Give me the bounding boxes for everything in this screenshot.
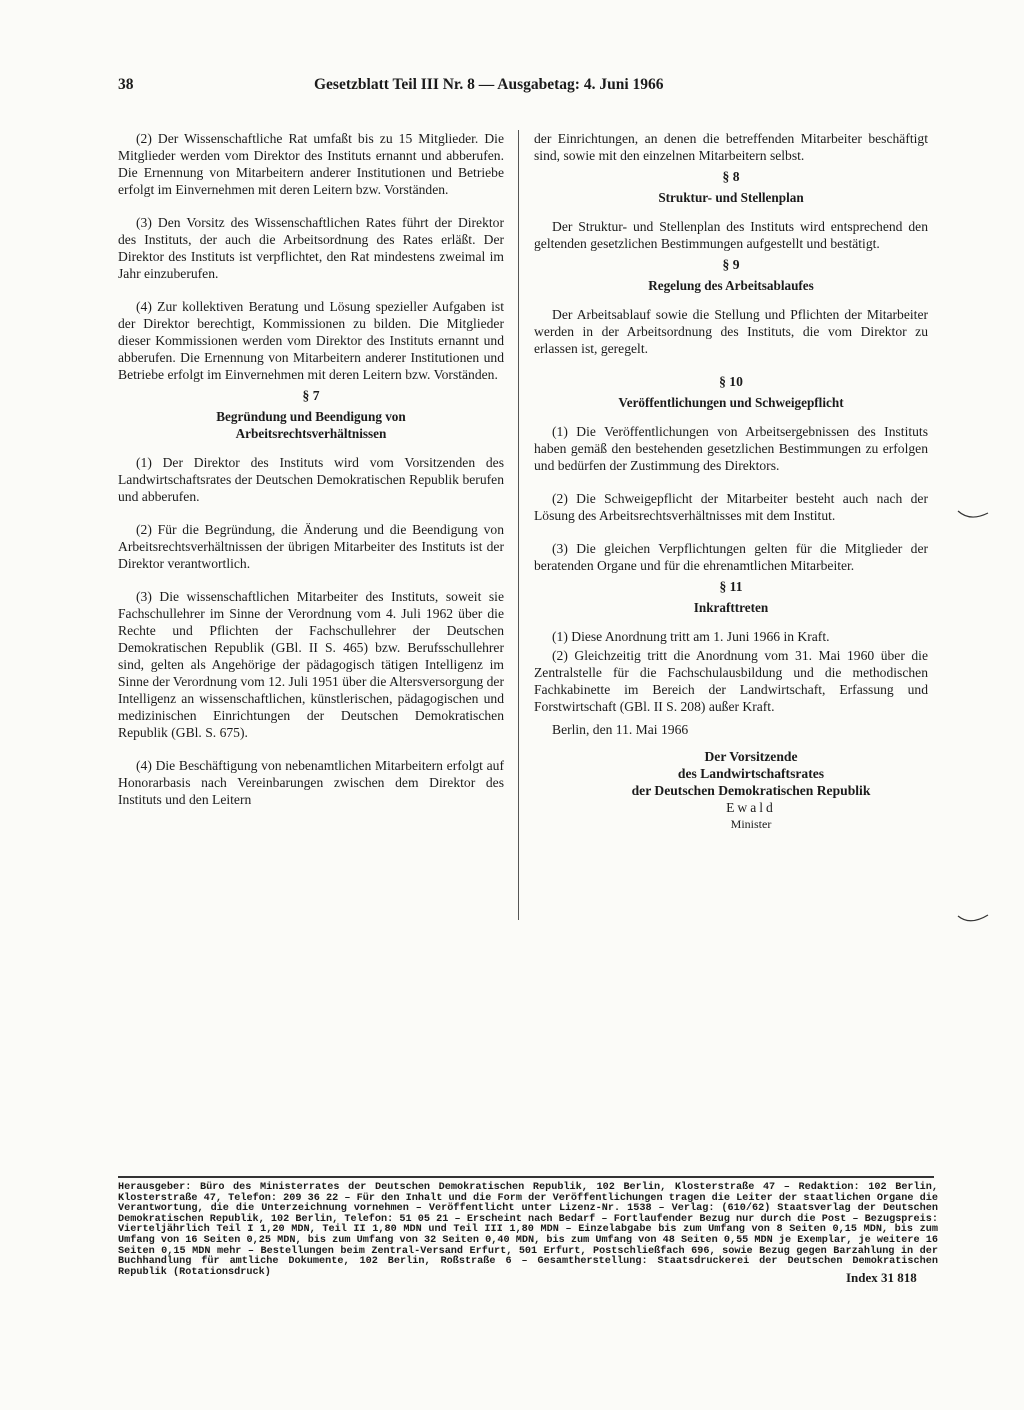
section-number: § 8 — [722, 169, 740, 184]
paragraph: (4) Zur kollektiven Beratung und Lösung spezieller Aufgaben ist der Direktor berechtigt, Kommissionen zu bilden. Die Mitglieder dieser Kommissionen werden vom Direktor des Instituts ernannt und abberufen. Die Ernennung von Mitarbeitern anderer Institutionen und Betriebe erfolgt im Einvernehmen mit deren Leitern bzw. Vorständen. — [118, 299, 504, 382]
paragraph: (3) Die gleichen Verpflichtungen gelten für die Mitglieder der beratenden Organe und für die ehrenamtlichen Mitarbeiter. — [534, 541, 928, 573]
section-title-line: Begründung und Beendigung von — [216, 409, 406, 424]
running-title: Gesetzblatt Teil III Nr. 8 — Ausgabetag: 4. Juni 1966 — [314, 76, 664, 93]
paragraph: (2) Die Schweigepflicht der Mitarbeiter besteht auch nach der Lösung des Arbeitsrechtsverhältnisses mit dem Institut. — [534, 491, 928, 523]
signing-date: Berlin, den 11. Mai 1966 — [552, 722, 689, 737]
section-title: Struktur- und Stellenplan — [658, 190, 804, 205]
footer-divider — [118, 1176, 934, 1178]
paragraph: (1) Der Direktor des Instituts wird vom Vorsitzenden des Landwirtschaftsrates der Deutschen Demokratischen Republik berufen und abberufen. — [118, 455, 504, 504]
imprint: Herausgeber: Büro des Ministerrates der Deutschen Demokratischen Republik, 102 Berlin, Klosterstraße 47 – Redaktion: 102 Berlin, Klosterstraße 47, Telefon: 209 36 22 – Für den Inhalt und die Form der Veröffentlichungen tragen die Leiter der staatlichen Organe die Verantwortung, die die Unterzeichnung vornehmen – Veröffentlicht unter Lizenz-Nr. 1538 – Verlag: (610/62) Staatsverlag der Deutschen Demokratischen Republik, 102 Berlin, Telefon: 51 05 21 – Erscheint nach Bedarf – Fortlaufender Bezug nur durch die Post – Bezugspreis: Vierteljährlich Teil I 1,20 MDN, Teil II 1,80 MDN und Teil III 1,80 MDN – Einzelabgabe bis zum Umfang von 8 Seiten 0,15 MDN, bis zum Umfang von 16 Seiten 0,25 MDN, bis zum Umfang von 32 Seiten 0,40 MDN, bis zum Umfang von 48 Seiten 0,55 MDN je Exemplar, je weitere 16 Seiten 0,15 MDN mehr – Bestellungen beim Zentral-Versand Erfurt, 501 Erfurt, Postschließfach 696, sowie Bezug gegen Barzahlung in der Buchhandlung für amtliche Dokumente, 102 Berlin, Roßstraße 6 – Gesamtherstellung: Staatsdruckerei der Deutschen Demokratischen Republik (Rotationsdruck) — [118, 1182, 938, 1278]
right-column — [534, 130, 928, 833]
scan-mark-icon — [956, 508, 990, 522]
paragraph: Der Struktur- und Stellenplan des Instituts wird entsprechend den geltenden gesetzlichen Bestimmungen aufgestellt und bestätigt. — [534, 219, 928, 251]
scan-mark-icon — [956, 912, 990, 926]
paragraph: (2) Gleichzeitig tritt die Anordnung vom 31. Mai 1960 über die Zentralstelle für die Fachschulausbildung und die methodischen Fachkabinette im Bereich der Landwirtschaft, Erfassung und Forstwirtschaft (GBl. II S. 208) außer Kraft. — [534, 648, 928, 714]
column-divider — [518, 130, 519, 920]
index-number: Index 31 818 — [846, 1270, 917, 1285]
section-number: § 11 — [719, 579, 743, 594]
left-column — [118, 130, 504, 824]
paragraph: der Einrichtungen, an denen die betreffenden Mitarbeiter beschäftigt sind, sowie mit den einzelnen Mitarbeitern selbst. — [534, 131, 928, 163]
signatory-title: der Deutschen Demokratischen Republik — [631, 783, 871, 798]
section-number: § 7 — [302, 388, 320, 403]
signatory-name: Ewald — [726, 800, 776, 815]
section-title: Veröffentlichungen und Schweigepflicht — [618, 395, 844, 410]
paragraph: (1) Die Veröffentlichungen von Arbeitsergebnissen des Instituts haben gemäß den bestehenden gesetzlichen Bestimmungen zu erfolgen und bedürfen der Zustimmung des Direktors. — [534, 424, 928, 473]
signature-block — [574, 748, 928, 833]
paragraph: (1) Diese Anordnung tritt am 1. Juni 1966 in Kraft. — [552, 629, 830, 644]
paragraph: Der Arbeitsablauf sowie die Stellung und Pflichten der Mitarbeiter werden in der Arbeitsordnung des Instituts, die vom Direktor zu erlassen ist, geregelt. — [534, 307, 928, 356]
section-title-line: Arbeitsrechtsverhältnissen — [235, 426, 387, 441]
signatory-title: Der Vorsitzende — [704, 749, 798, 764]
section-title: Regelung des Arbeitsablaufes — [648, 278, 814, 293]
page-number: 38 — [118, 76, 134, 93]
section-title: Inkrafttreten — [693, 600, 769, 615]
page-header — [118, 76, 933, 98]
section-number: § 10 — [719, 374, 743, 389]
paragraph: (2) Für die Begründung, die Änderung und die Beendigung von Arbeitsrechtsverhältnissen der übrigen Mitarbeiter des Instituts ist der Direktor verantwortlich. — [118, 522, 504, 571]
signatory-title: des Landwirtschaftsrates — [677, 766, 825, 781]
section-number: § 9 — [722, 257, 740, 272]
signatory-role: Minister — [730, 817, 772, 831]
paragraph: (3) Den Vorsitz des Wissenschaftlichen Rates führt der Direktor des Instituts, der auch die Arbeitsordnung des Rates erläßt. Der Direktor des Instituts ist verpflichtet, den Rat mindestens zweimal im Jahr einzuberufen. — [118, 215, 504, 281]
paragraph: (3) Die wissenschaftlichen Mitarbeiter des Instituts, soweit sie Fachschullehrer im Sinne der Verordnung vom 4. Juli 1962 über die Rechte und Pflichten der Fachschullehrer der Deutschen Demokratischen Republik (GBl. II S. 465) bzw. Berufsschullehrer sind, gelten als Angehörige der pädagogisch tätigen Intelligenz im Sinne der Verordnung vom 12. Juli 1951 über die Altersversorgung der Intelligenz an wissenschaftlichen, künstlerischen, pädagogischen und medizinischen Einrichtungen der Deutschen Demokratischen Republik (GBl. S. 675). — [118, 589, 504, 740]
paragraph: (2) Der Wissenschaftliche Rat umfaßt bis zu 15 Mitglieder. Die Mitglieder werden vom Direktor des Instituts ernannt und abberufen. Die Ernennung von Mitarbeitern anderer Institutionen und Betriebe erfolgt im Einvernehmen mit deren Leitern bzw. Vorständen. — [118, 131, 504, 197]
paragraph: (4) Die Beschäftigung von nebenamtlichen Mitarbeitern erfolgt auf Honorarbasis nach Vereinbarungen zwischen dem Direktor des Instituts und den Leitern — [118, 758, 504, 807]
section-title — [118, 408, 504, 442]
